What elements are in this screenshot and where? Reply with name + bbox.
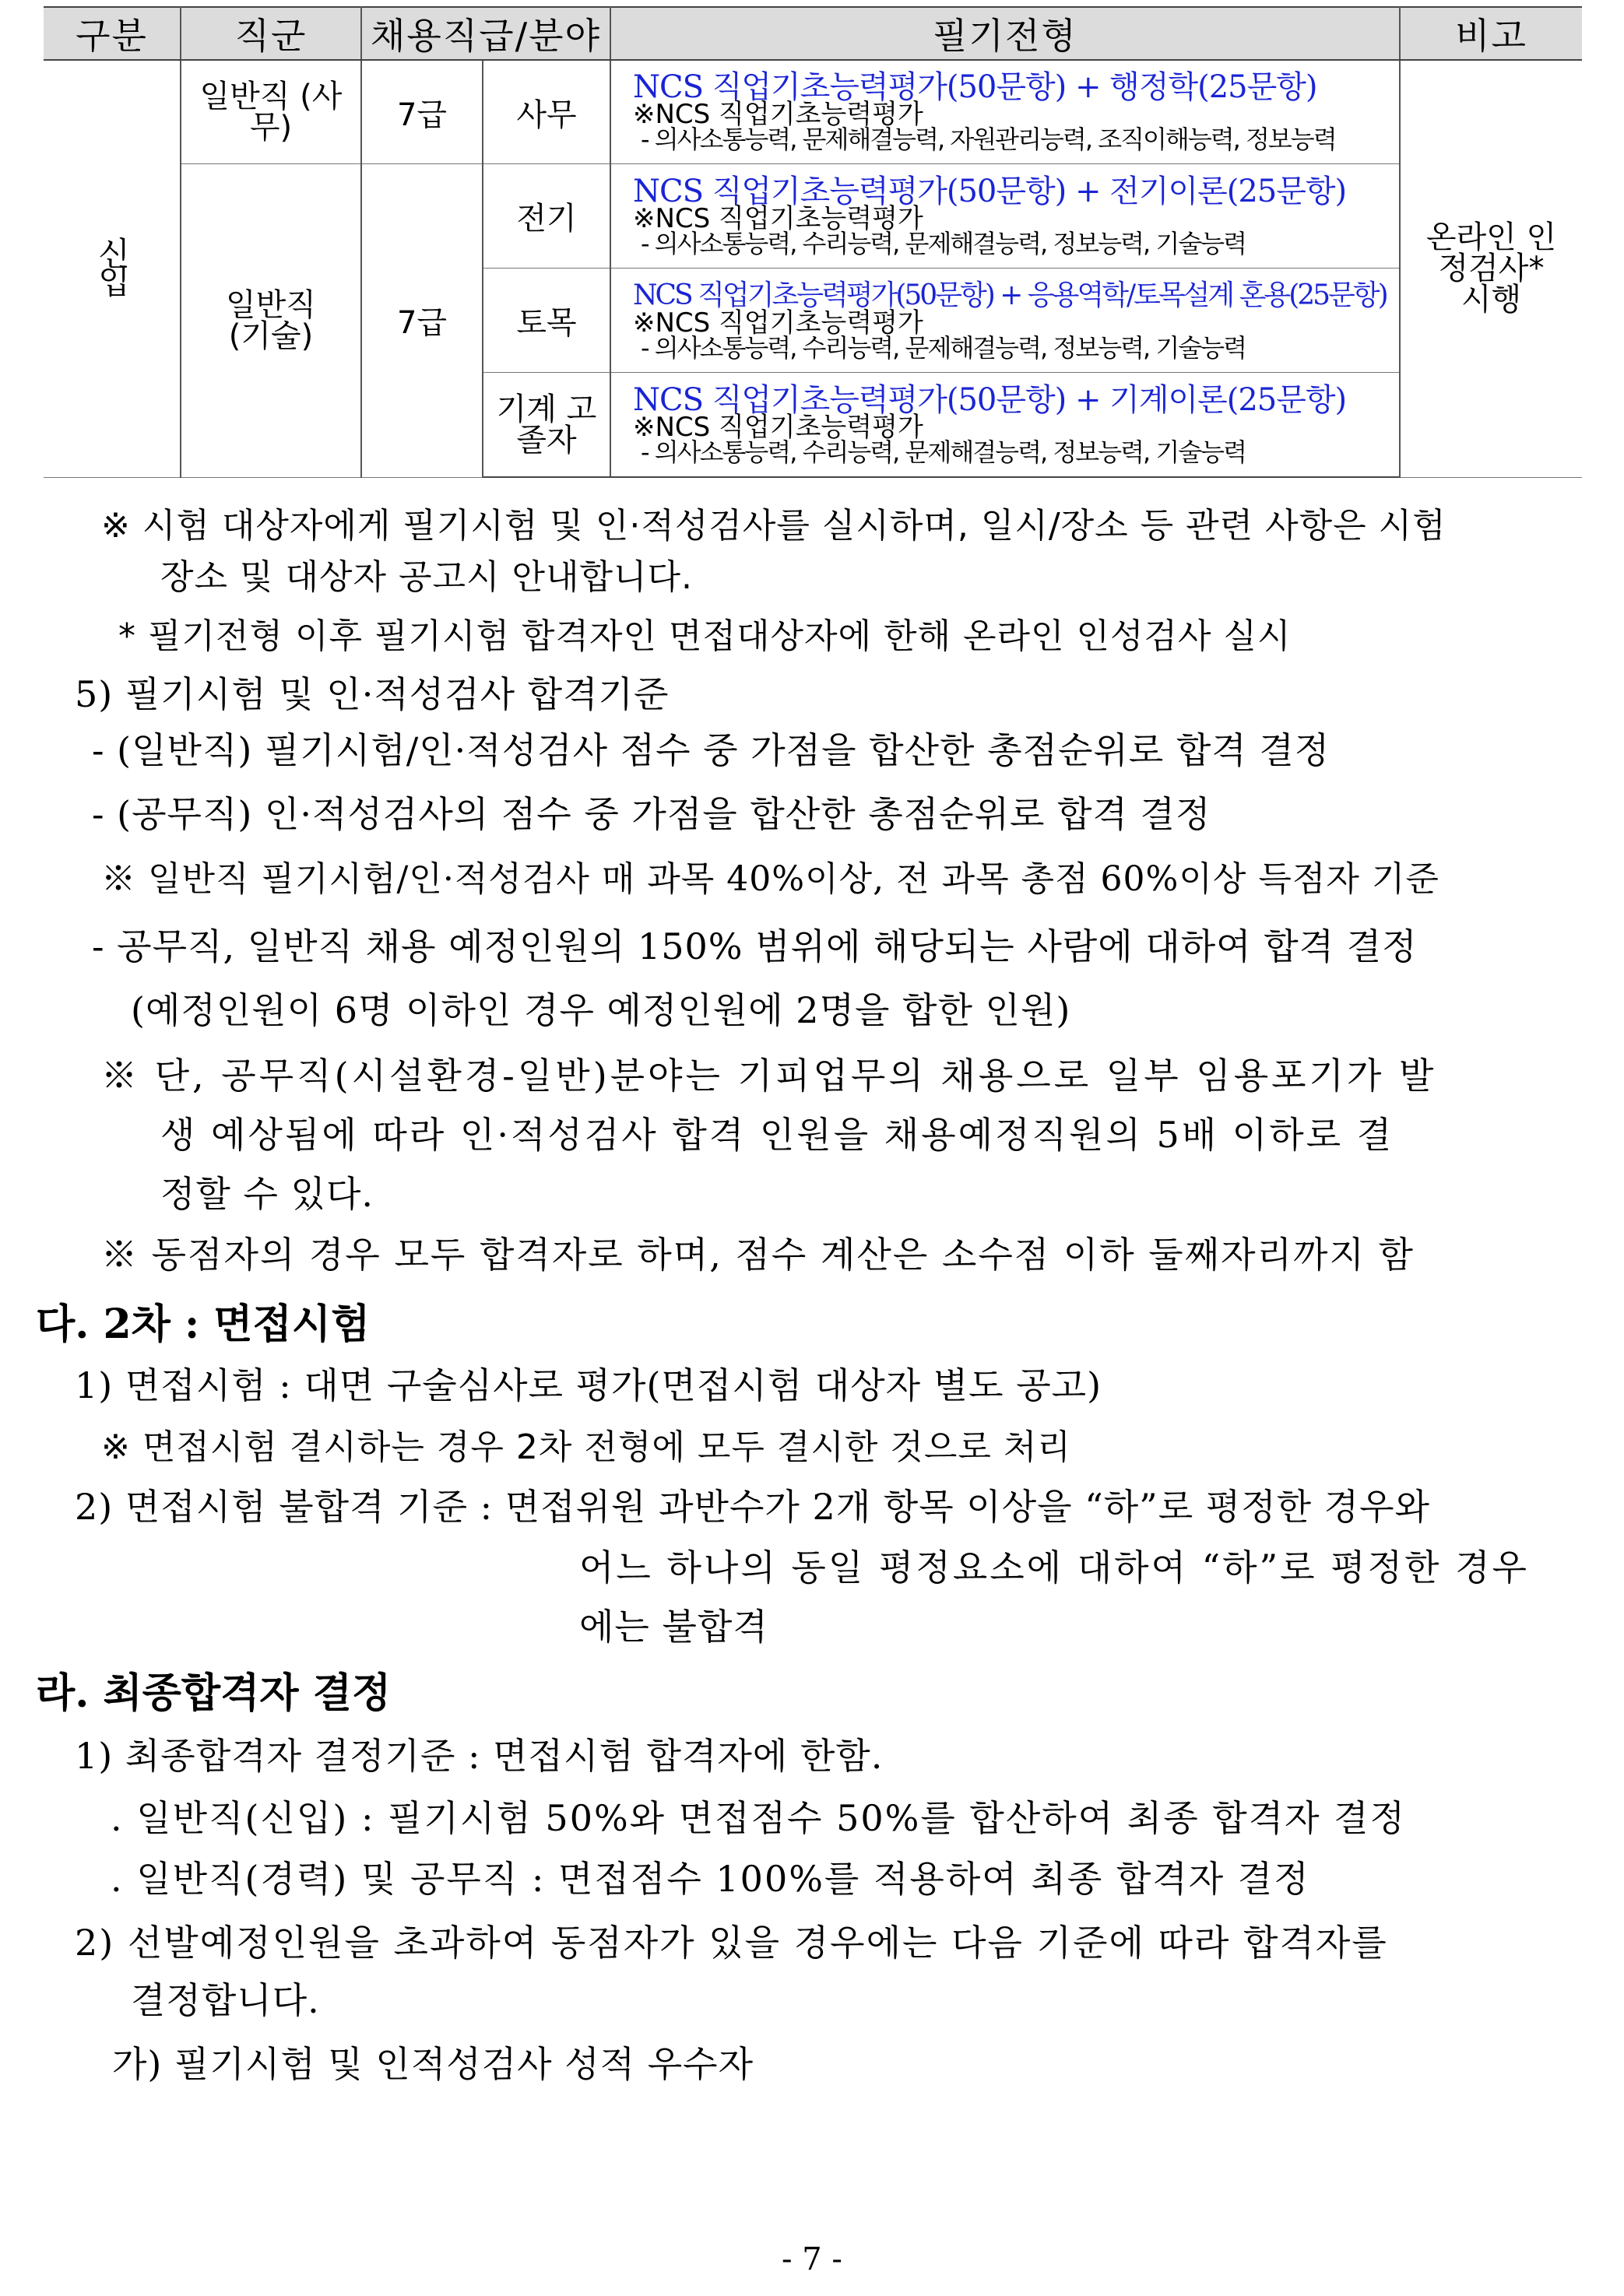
subject-cell xyxy=(610,164,1400,269)
section5-bullet-150: - 공무직, 일반직 채용 예정인원의 150% 범위에 해당되는 사람에 대하여 합격 결정 xyxy=(92,925,1418,967)
section5-bullet-public: - (공무직) 인·적성검사의 점수 중 가점을 합산한 총점순위로 합격 결정 xyxy=(92,793,1211,835)
final-line-4a: 2) 선발예정인원을 초과하여 동점자가 있을 경우에는 다음 기준에 따라 합격자를 xyxy=(75,1922,1388,1964)
subject-note: ※NCS 직업기초능력평가 xyxy=(633,99,923,130)
page-number: - 7 - xyxy=(782,2242,842,2277)
section-final-heading: 라. 최종합격자 결정 xyxy=(36,1669,392,1717)
section5-note-criteria: ※ 일반직 필기시험/인·적성검사 매 과목 40%이상, 전 과목 총점 60%이상 득점자 기준 xyxy=(101,859,1439,899)
jikgun-cell: 일반직 (기술) xyxy=(181,164,361,478)
interview-line-2: ※ 면접시험 결시하는 경우 2차 전형에 모두 결시한 것으로 처리 xyxy=(101,1427,1071,1467)
interview-line-1: 1) 면접시험 : 대면 구술심사로 평가(면접시험 대상자 별도 공고) xyxy=(75,1364,1102,1406)
subject-cell xyxy=(610,373,1400,478)
header-grade-field: 채용직급/분야 xyxy=(361,7,610,60)
section5-bullet-150-cont: (예정인원이 6명 이하인 경우 예정인원에 2명을 합한 인원) xyxy=(131,989,1071,1031)
field-cell: 토목 xyxy=(483,269,610,373)
interview-line-3c: 에는 불합격 xyxy=(579,1606,768,1648)
subject-note: ※NCS 직업기초능력평가 xyxy=(633,307,923,339)
subject-note: ※NCS 직업기초능력평가 xyxy=(633,202,923,234)
header-remarks: 비고 xyxy=(1400,7,1582,60)
note-online-test: * 필기전형 이후 필기시험 합격자인 면접대상자에 한해 온라인 인성검사 실시 xyxy=(118,616,1292,656)
table-row xyxy=(44,164,1582,269)
section-interview-heading: 다. 2차 : 면접시험 xyxy=(36,1301,371,1348)
section5-title: 5) 필기시험 및 인·적성검사 합격기준 xyxy=(75,673,670,715)
subject-detail: - 의사소통능력, 수리능력, 문제해결능력, 정보능력, 기술능력 xyxy=(641,437,1246,467)
remarks-cell: 온라인 인정검사* 시행 xyxy=(1400,60,1582,477)
subject-main: NCS 직업기초능력평가(50문항) + 전기이론(25문항) xyxy=(633,173,1347,209)
exam-table xyxy=(44,6,1582,478)
section5-note-tie: ※ 동점자의 경우 모두 합격자로 하며, 점수 계산은 소수점 이하 둘째자리까지 함 xyxy=(101,1234,1415,1276)
final-line-5: 가) 필기시험 및 인적성검사 성적 우수자 xyxy=(112,2043,754,2085)
subject-detail: - 의사소통능력, 문제해결능력, 자원관리능력, 조직이해능력, 정보능력 xyxy=(641,125,1336,154)
final-line-4b: 결정합니다. xyxy=(131,1979,320,2021)
interview-line-3b: 어느 하나의 동일 평정요소에 대하여 “하”로 평정한 경우 xyxy=(579,1546,1529,1589)
field-cell: 전기 xyxy=(483,164,610,269)
note-exam-guidance-1: ※ 시험 대상자에게 필기시험 및 인·적성검사를 실시하며, 일시/장소 등 관련 사항은 시험 xyxy=(101,506,1446,546)
subject-main: NCS 직업기초능력평가(50문항) + 행정학(25문항) xyxy=(633,69,1317,105)
grade-cell: 7급 xyxy=(361,164,483,478)
field-cell: 사무 xyxy=(483,60,610,164)
header-jikgun: 직군 xyxy=(181,7,361,60)
final-line-2: . 일반직(신입) : 필기시험 50%와 면접점수 50%를 합산하여 최종 합격자 결정 xyxy=(111,1797,1407,1839)
subject-cell xyxy=(610,60,1400,164)
gubun-cell xyxy=(44,60,181,477)
field-cell: 기계 고졸자 xyxy=(483,373,610,478)
grade-cell: 7급 xyxy=(361,60,483,164)
table-header-row xyxy=(44,7,1582,60)
header-gubun: 구분 xyxy=(44,7,181,60)
section5-bullet-general: - (일반직) 필기시험/인·적성검사 점수 중 가점을 합산한 총점순위로 합격 결정 xyxy=(92,729,1330,771)
note-exam-guidance-2: 장소 및 대상자 공고시 안내합니다. xyxy=(160,557,693,597)
gubun-text: 신입 xyxy=(93,237,132,293)
subject-main: NCS 직업기초능력평가(50문항) + 응용역학/토목설계 혼용(25문항) xyxy=(633,279,1387,311)
final-line-3: . 일반직(경력) 및 공무직 : 면접점수 100%를 적용하여 최종 합격자 결정 xyxy=(111,1858,1310,1900)
final-line-1: 1) 최종합격자 결정기준 : 면접시험 합격자에 한함. xyxy=(75,1735,884,1777)
subject-note: ※NCS 직업기초능력평가 xyxy=(633,411,923,443)
subject-cell xyxy=(610,269,1400,373)
jikgun-cell: 일반직 (사무) xyxy=(181,60,361,164)
interview-line-3a: 2) 면접시험 불합격 기준 : 면접위원 과반수가 2개 항목 이상을 “하”로 평정한 경우와 xyxy=(75,1486,1430,1528)
subject-detail: - 의사소통능력, 수리능력, 문제해결능력, 정보능력, 기술능력 xyxy=(641,332,1246,363)
section5-note-exception-2: 생 예상됨에 따라 인·적성검사 합격 인원을 채용예정직원의 5배 이하로 결 xyxy=(160,1114,1394,1156)
subject-main: NCS 직업기초능력평가(50문항) + 기계이론(25문항) xyxy=(633,381,1347,418)
header-written-exam: 필기전형 xyxy=(610,7,1400,60)
table-row xyxy=(44,60,1582,164)
section5-note-exception-3: 정할 수 있다. xyxy=(160,1173,374,1215)
section5-note-exception-1: ※ 단, 공무직(시설환경-일반)분야는 기피업무의 채용으로 일부 임용포기가 발 xyxy=(101,1055,1437,1097)
subject-detail: - 의사소통능력, 수리능력, 문제해결능력, 정보능력, 기술능력 xyxy=(641,228,1246,258)
